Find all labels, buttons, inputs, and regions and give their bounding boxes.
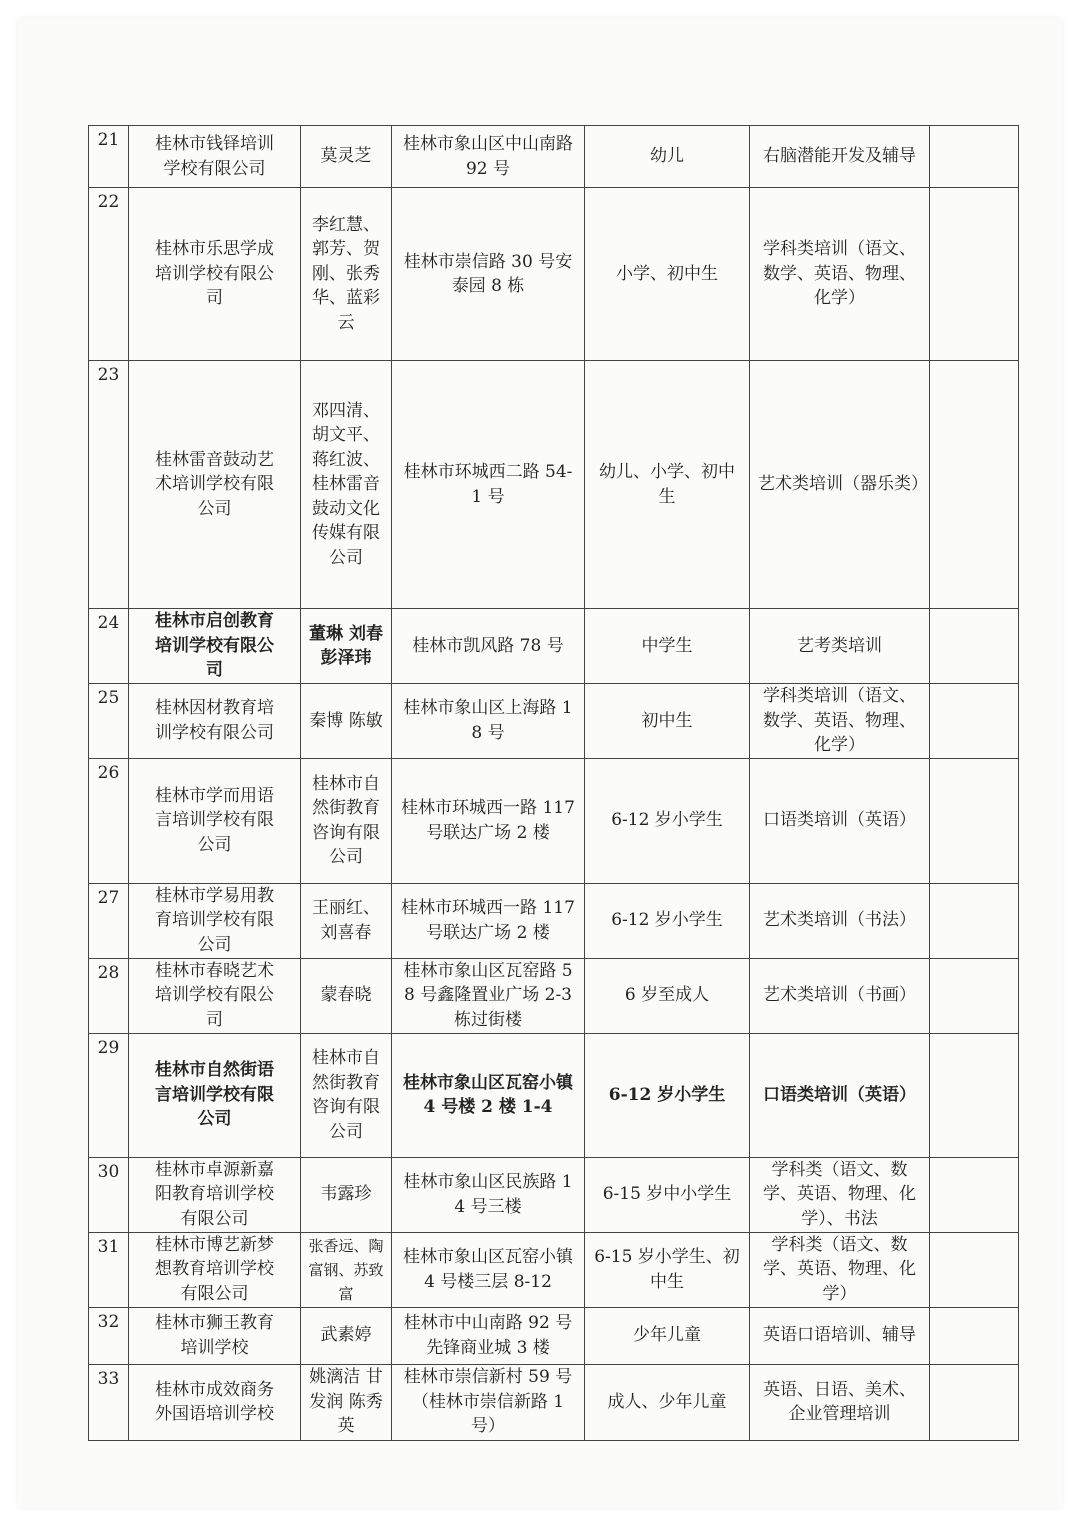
school-address: 桂林市象山区上海路 18 号 [392,684,585,759]
note-cell [930,1157,1019,1232]
target-audience: 6-15 岁中小学生 [585,1157,750,1232]
training-program: 学科类培训（语文、数学、英语、物理、化学） [750,188,930,361]
table-row [89,1157,1019,1232]
school-name: 桂林市博艺新梦想教育培训学校有限公司 [129,1232,301,1307]
note-cell [930,188,1019,361]
table-row [89,958,1019,1033]
contact-person: 蒙春晓 [301,958,392,1033]
school-address: 桂林市象山区瓦窑路 58 号鑫隆置业广场 2-3 栋过街楼 [392,958,585,1033]
contact-person: 桂林市自然街教育咨询有限公司 [301,758,392,883]
contact-person: 莫灵芝 [301,126,392,188]
target-audience: 6-12 岁小学生 [585,883,750,958]
training-program: 艺术类培训（书法） [750,883,930,958]
contact-person: 姚漓洁 甘发润 陈秀英 [301,1364,392,1440]
contact-person: 邓四清、胡文平、蒋红波、桂林雷音鼓动文化传媒有限公司 [301,361,392,609]
school-address: 桂林市象山区瓦窑小镇 4 号楼三层 8-12 [392,1232,585,1307]
target-audience: 幼儿 [585,126,750,188]
row-number: 21 [89,126,129,188]
training-school-table [88,125,1019,1441]
note-cell [930,126,1019,188]
school-name: 桂林市启创教育培训学校有限公司 [129,609,301,684]
table-row [89,758,1019,883]
contact-person: 李红慧、郭芳、贺刚、张秀华、蓝彩云 [301,188,392,361]
school-name: 桂林市钱铎培训学校有限公司 [129,126,301,188]
table-row [89,188,1019,361]
contact-person: 武素婷 [301,1307,392,1364]
training-program: 学科类（语文、数学、英语、物理、化学）、书法 [750,1157,930,1232]
target-audience: 成人、少年儿童 [585,1364,750,1440]
target-audience: 中学生 [585,609,750,684]
row-number: 24 [89,609,129,684]
training-program: 艺考类培训 [750,609,930,684]
note-cell [930,1033,1019,1157]
table-row [89,1364,1019,1440]
table-row [89,361,1019,609]
school-name: 桂林市自然街语言培训学校有限公司 [129,1033,301,1157]
school-address: 桂林市凯风路 78 号 [392,609,585,684]
school-address: 桂林市崇信路 30 号安泰园 8 栋 [392,188,585,361]
row-number: 26 [89,758,129,883]
school-name: 桂林雷音鼓动艺术培训学校有限公司 [129,361,301,609]
table-row [89,1232,1019,1307]
note-cell [930,758,1019,883]
target-audience: 幼儿、小学、初中生 [585,361,750,609]
training-program: 口语类培训（英语） [750,1033,930,1157]
contact-person: 桂林市自然街教育咨询有限公司 [301,1033,392,1157]
note-cell [930,1364,1019,1440]
school-name: 桂林市卓源新嘉阳教育培训学校有限公司 [129,1157,301,1232]
target-audience: 小学、初中生 [585,188,750,361]
contact-person: 韦露珍 [301,1157,392,1232]
row-number: 27 [89,883,129,958]
row-number: 25 [89,684,129,759]
row-number: 23 [89,361,129,609]
target-audience: 初中生 [585,684,750,759]
training-program: 艺术类培训（书画） [750,958,930,1033]
row-number: 30 [89,1157,129,1232]
school-address: 桂林市中山南路 92 号先锋商业城 3 楼 [392,1307,585,1364]
contact-person: 张香远、陶富钢、苏致富 [301,1232,392,1307]
school-name: 桂林市乐思学成培训学校有限公司 [129,188,301,361]
target-audience: 少年儿童 [585,1307,750,1364]
table-row [89,1307,1019,1364]
training-program: 口语类培训（英语） [750,758,930,883]
note-cell [930,883,1019,958]
school-name: 桂林市成效商务外国语培训学校 [129,1364,301,1440]
school-name: 桂林因材教育培训学校有限公司 [129,684,301,759]
row-number: 33 [89,1364,129,1440]
table-row [89,684,1019,759]
contact-person: 王丽红、刘喜春 [301,883,392,958]
training-program: 英语口语培训、辅导 [750,1307,930,1364]
school-name: 桂林市学而用语言培训学校有限公司 [129,758,301,883]
contact-person: 董琳 刘春 彭泽玮 [301,609,392,684]
row-number: 29 [89,1033,129,1157]
target-audience: 6-12 岁小学生 [585,1033,750,1157]
table-row [89,883,1019,958]
contact-person: 秦博 陈敏 [301,684,392,759]
school-address: 桂林市象山区民族路 14 号三楼 [392,1157,585,1232]
school-address: 桂林市环城西一路 117 号联达广场 2 楼 [392,758,585,883]
school-name: 桂林市狮王教育培训学校 [129,1307,301,1364]
school-name: 桂林市学易用教育培训学校有限公司 [129,883,301,958]
row-number: 31 [89,1232,129,1307]
note-cell [930,361,1019,609]
document-page [18,18,1062,1508]
school-address: 桂林市环城西一路 117 号联达广场 2 楼 [392,883,585,958]
note-cell [930,1232,1019,1307]
training-program: 学科类培训（语文、数学、英语、物理、化学） [750,684,930,759]
note-cell [930,958,1019,1033]
note-cell [930,1307,1019,1364]
training-program: 学科类（语文、数学、英语、物理、化学） [750,1232,930,1307]
target-audience: 6 岁至成人 [585,958,750,1033]
target-audience: 6-15 岁小学生、初中生 [585,1232,750,1307]
school-address: 桂林市象山区瓦窑小镇 4 号楼 2 楼 1-4 [392,1033,585,1157]
school-name: 桂林市春晓艺术培训学校有限公司 [129,958,301,1033]
training-program: 右脑潜能开发及辅导 [750,126,930,188]
training-program: 艺术类培训（器乐类） [750,361,930,609]
row-number: 22 [89,188,129,361]
table-row [89,1033,1019,1157]
target-audience: 6-12 岁小学生 [585,758,750,883]
table-row [89,609,1019,684]
training-program: 英语、日语、美术、企业管理培训 [750,1364,930,1440]
note-cell [930,609,1019,684]
row-number: 28 [89,958,129,1033]
school-address: 桂林市象山区中山南路 92 号 [392,126,585,188]
school-address: 桂林市崇信新村 59 号（桂林市崇信新路 1 号） [392,1364,585,1440]
table-row [89,126,1019,188]
school-address: 桂林市环城西二路 54-1 号 [392,361,585,609]
row-number: 32 [89,1307,129,1364]
note-cell [930,684,1019,759]
